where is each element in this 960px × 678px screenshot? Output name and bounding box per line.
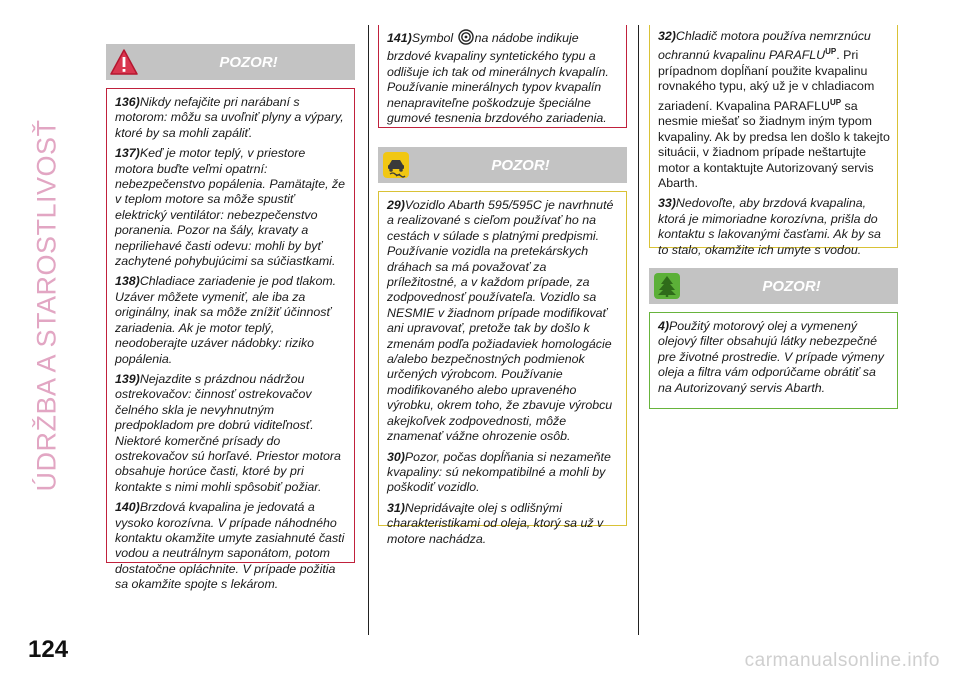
note-33: 33)Nedovoľte, aby brzdová kvapalina, ktorá je mimoriadne korozívna, prišla do kontaktu s lakovanými časťami. Ak by sa to stalo, okamžite ich umyte s vodou. xyxy=(658,196,881,257)
brake-fluid-symbol-icon xyxy=(458,29,474,49)
warning-item: 138)Chladiace zariadenie je pod tlakom. Uzáver môžete vymeniť, ale iba za originálny, inak sa môže znížiť účinnosť zariadenia. Ak je motor teplý, neodoberajte uzáver nádobky: riziko popálenia. xyxy=(115,274,337,366)
warning-item: 4)Použitý motorový olej a vymenený olejový filter obsahujú látky nebezpečné pre životné prostredie. V prípade výmeny oleja a filtra vám odporúčame obrátiť sa na Autorizovaný servis Abarth. xyxy=(658,319,884,395)
red-warning-header xyxy=(106,44,355,80)
column-divider xyxy=(638,25,639,635)
car-skid-icon xyxy=(378,147,414,183)
note-141-box xyxy=(378,25,627,128)
warning-item: 137)Keď je motor teplý, v priestore motora buďte veľmi opatrní: nebezpečenstvo popálenia. Pamätajte, že v teplom motore sa môže spustiť elektrický ventilátor: nebezpečenstvo poranenia. Pozor na šály, kravaty a nepriliehavé časti odevu: mohli by byť zachytené pohybujúcimi sa súčiastkami. xyxy=(115,146,346,269)
red-warning-box xyxy=(106,88,355,592)
green-warning-header xyxy=(649,268,898,304)
environment-tree-icon xyxy=(649,268,685,304)
green-warning-box xyxy=(649,312,898,409)
note-141: 141)Symbol na nádobe indikuje brzdové kvapaliny syntetického typu a odlišuje ich tak od minerálnych kvapalín. Používanie minerálnych typov kvapalín nenapraviteľne poškodzuje špeciálne gumové tesnenia brzdového zariadenia. xyxy=(387,31,609,126)
warning-triangle-icon xyxy=(106,44,142,80)
note-32: 32)Chladič motora používa nemrznúcu ochrannú kvapalinu $PARAFLU^{UP}$. Pri prípadnom dopĺňaní použite kvapalinu rovnakého typu, aký už je v chladiacom zariadení. Kvapalina $PARAFLU^{UP}$ sa nesmie miešať so žiadnym iným typom kvapaliny. Ak by predsa len došlo k takejto situácii, v žiadnom prípade neštartujte motor a kontaktujte Autorizovaný servis Abarth. xyxy=(658,29,890,190)
page-number: 124 xyxy=(28,636,69,663)
red-warning-title: POZOR! xyxy=(219,53,278,71)
watermark: carmanualsonline.info xyxy=(744,650,940,671)
column-divider xyxy=(368,25,369,635)
yellow-warning-box xyxy=(378,191,627,546)
warning-item: 31)Nepridávajte olej s odlišnými charakteristikami od oleja, ktorý sa už v motore nachádza. xyxy=(387,500,604,546)
warning-item: 30)Pozor, počas dopĺňania si nezameňte kvapaliny: sú nekompatibilné a mohli by poškodiť vozidlo. xyxy=(387,449,611,495)
yellow-warning-title: POZOR! xyxy=(491,156,550,174)
warning-item: 140)Brzdová kvapalina je jedovatá a vysoko korozívna. V prípade náhodného kontaktu okamžite umyte zasiahnuté časti vodou a neutrálnym saponátom, potom dostatočne opláchnite. V prípade požitia sa okamžite spojte s lekárom. xyxy=(115,500,345,592)
yellow-warning-header xyxy=(378,147,627,183)
chapter-side-title xyxy=(4,20,90,590)
chapter-side-title-text: ÚDRŽBA A STAROSTLIVOSŤ xyxy=(31,118,62,492)
notes-32-33-box xyxy=(649,25,898,257)
warning-item: 29)Vozidlo Abarth 595/595C je navrhnuté a realizované s cieľom používať ho na cestách v súlade s platnými predpismi. Používanie vozidla na pretekárskych dráhach sa má považovať za príležitostné, a v každom prípade, za zodpovednosť používateľa. Vozidlo sa NESMIE v žiadnom prípade modifikovať ani upravovať, pretože tak by došlo k zmenám podľa požiadaviek homologácie a/alebo bezpečnostných podmienok určených výrobcom. Používanie modifikovaného alebo upraveného výrobku, okrem toho, že zbavuje výrobcu akejkoľvek zodpovednosti, môže znamenať vážne ohrozenie osôb. xyxy=(387,198,614,444)
warning-item: 136)Nikdy nefajčite pri narábaní s motorom: môžu sa uvoľniť plyny a výpary, ktoré by sa mohli zapáliť. xyxy=(115,95,344,140)
warning-item: 139)Nejazdite s prázdnou nádržou ostrekovačov: činnosť ostrekovačov čelného skla je nevyhnutným predpokladom pre dobrú viditeľnosť. Niektoré komerčné prísady do ostrekovačov sú horľavé. Priestor motora obsahuje horúce časti, ktoré by pri kontakte s nimi mohli spôsobiť požiar. xyxy=(115,371,341,494)
green-warning-title: POZOR! xyxy=(762,277,821,295)
